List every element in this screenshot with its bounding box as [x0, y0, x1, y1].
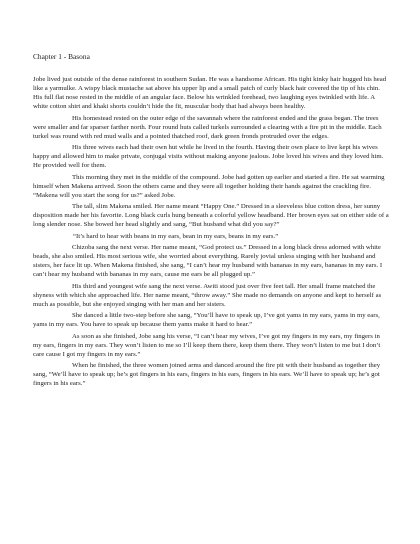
paragraph: This morning they met in the middle of the compound. Jobe had gotten up earlier and started a fire. He sat warming himself when Makena arrived. Soon the others came and they were all together holding their hands against the crackling fire. “Makena will you start the song for us?” asked Jobe. [33, 173, 385, 199]
paragraph: She danced a little two-step before she sang, “You’ll have to speak up, I’ve got yams in my ears, yams in my ears, yams in my ears. You have to speak up because them yams make it hard to hear.” [33, 312, 380, 329]
paragraph: His homestead rested on the outer edge of the savannah where the rainforest ended and the grass began. The trees were smaller and far sparser farther north. Four round huts called turkels surrounded a clearing with a fire pit in the middle. Each turkel was round with red mud walls and a pointed thatched roof, dark green fronds protruded over the edges. [33, 114, 382, 140]
chapter-title: Chapter 1 - Basona [33, 52, 90, 61]
paragraph: When he finished, the three women joined arms and danced around the fire pit with their husband as together they sang, “We’ll have to speak up; he’s got fingers in his ears, fingers in his ears, fingers in his ears. We’ll have to speak up; he’s got fingers in his ears.” [33, 362, 381, 388]
paragraph: His three wives each had their own hut while he lived in the fourth. Having their own place to live kept his wives happy and allowed him to make private, conjugal visits without making anyone jealous. Jobe loved his wives and they loved him. He provided well for them. [33, 144, 384, 170]
paragraph: Jobe lived just outside of the dense rainforest in southern Sudan. He was a handsome African. His tight kinky hair hugged his head like a yarmulke. A wispy black mustache sat above his upper lip and a small patch of curly black hair covered the tip of his chin. His full flat nose rested in the middle of an angular face. Below his wrinkled forehead, two laughing eyes twinkled with life. A white cotton shirt and khaki shorts couldn’t hide the fit, muscular body that had always been healthy. [33, 76, 387, 111]
paragraph: “It’s hard to hear with beans in my ears, bean in my ears, beans in my ears.” [73, 232, 279, 240]
chapter-body [33, 75, 390, 391]
paragraph: The tall, slim Makena smiled. Her name meant “Happy One.” Dressed in a sleeveless blue cotton dress, her sunny disposition made her his favorite. Long black curls hung beneath a colorful yellow headband. Her brown eyes sat on either side of a long slender nose. She bowed her head slightly and sang, “But husband what did you say?” [33, 203, 389, 229]
paragraph: His third and youngest wife sang the next verse. Awiti stood just over five feet tall. Her small frame matched the shyness with which she approached life. Her name meant, “throw away.” She made no demands on anyone and kept to herself as much as possible, but she enjoyed singing with her man and her sisters. [33, 282, 382, 308]
paragraph: Chizoba sang the next verse. Her name meant, “God protect us.” Dressed in a long black dress adorned with white beads, she also smiled. His most serious wife, she worried about everything. Rarely jovial unless singing with her husband and sisters, her face lit up. When Makena finished, she sang, “I can’t hear my husband with bananas in my ears, bananas in my ears. I can’t hear my husband with bananas in my ears, cause me ears be all plugged up.” [33, 244, 383, 279]
paragraph: As soon as she finished, Jobe sang his verse, “I can’t hear my wives, I’ve got my fingers in my ears, my fingers in my ears, fingers in my ears. They won’t listen to me so I’ll keep them there, keep them there. They won’t listen to me but I don’t care cause I got my fingers in my ears.” [33, 332, 381, 358]
